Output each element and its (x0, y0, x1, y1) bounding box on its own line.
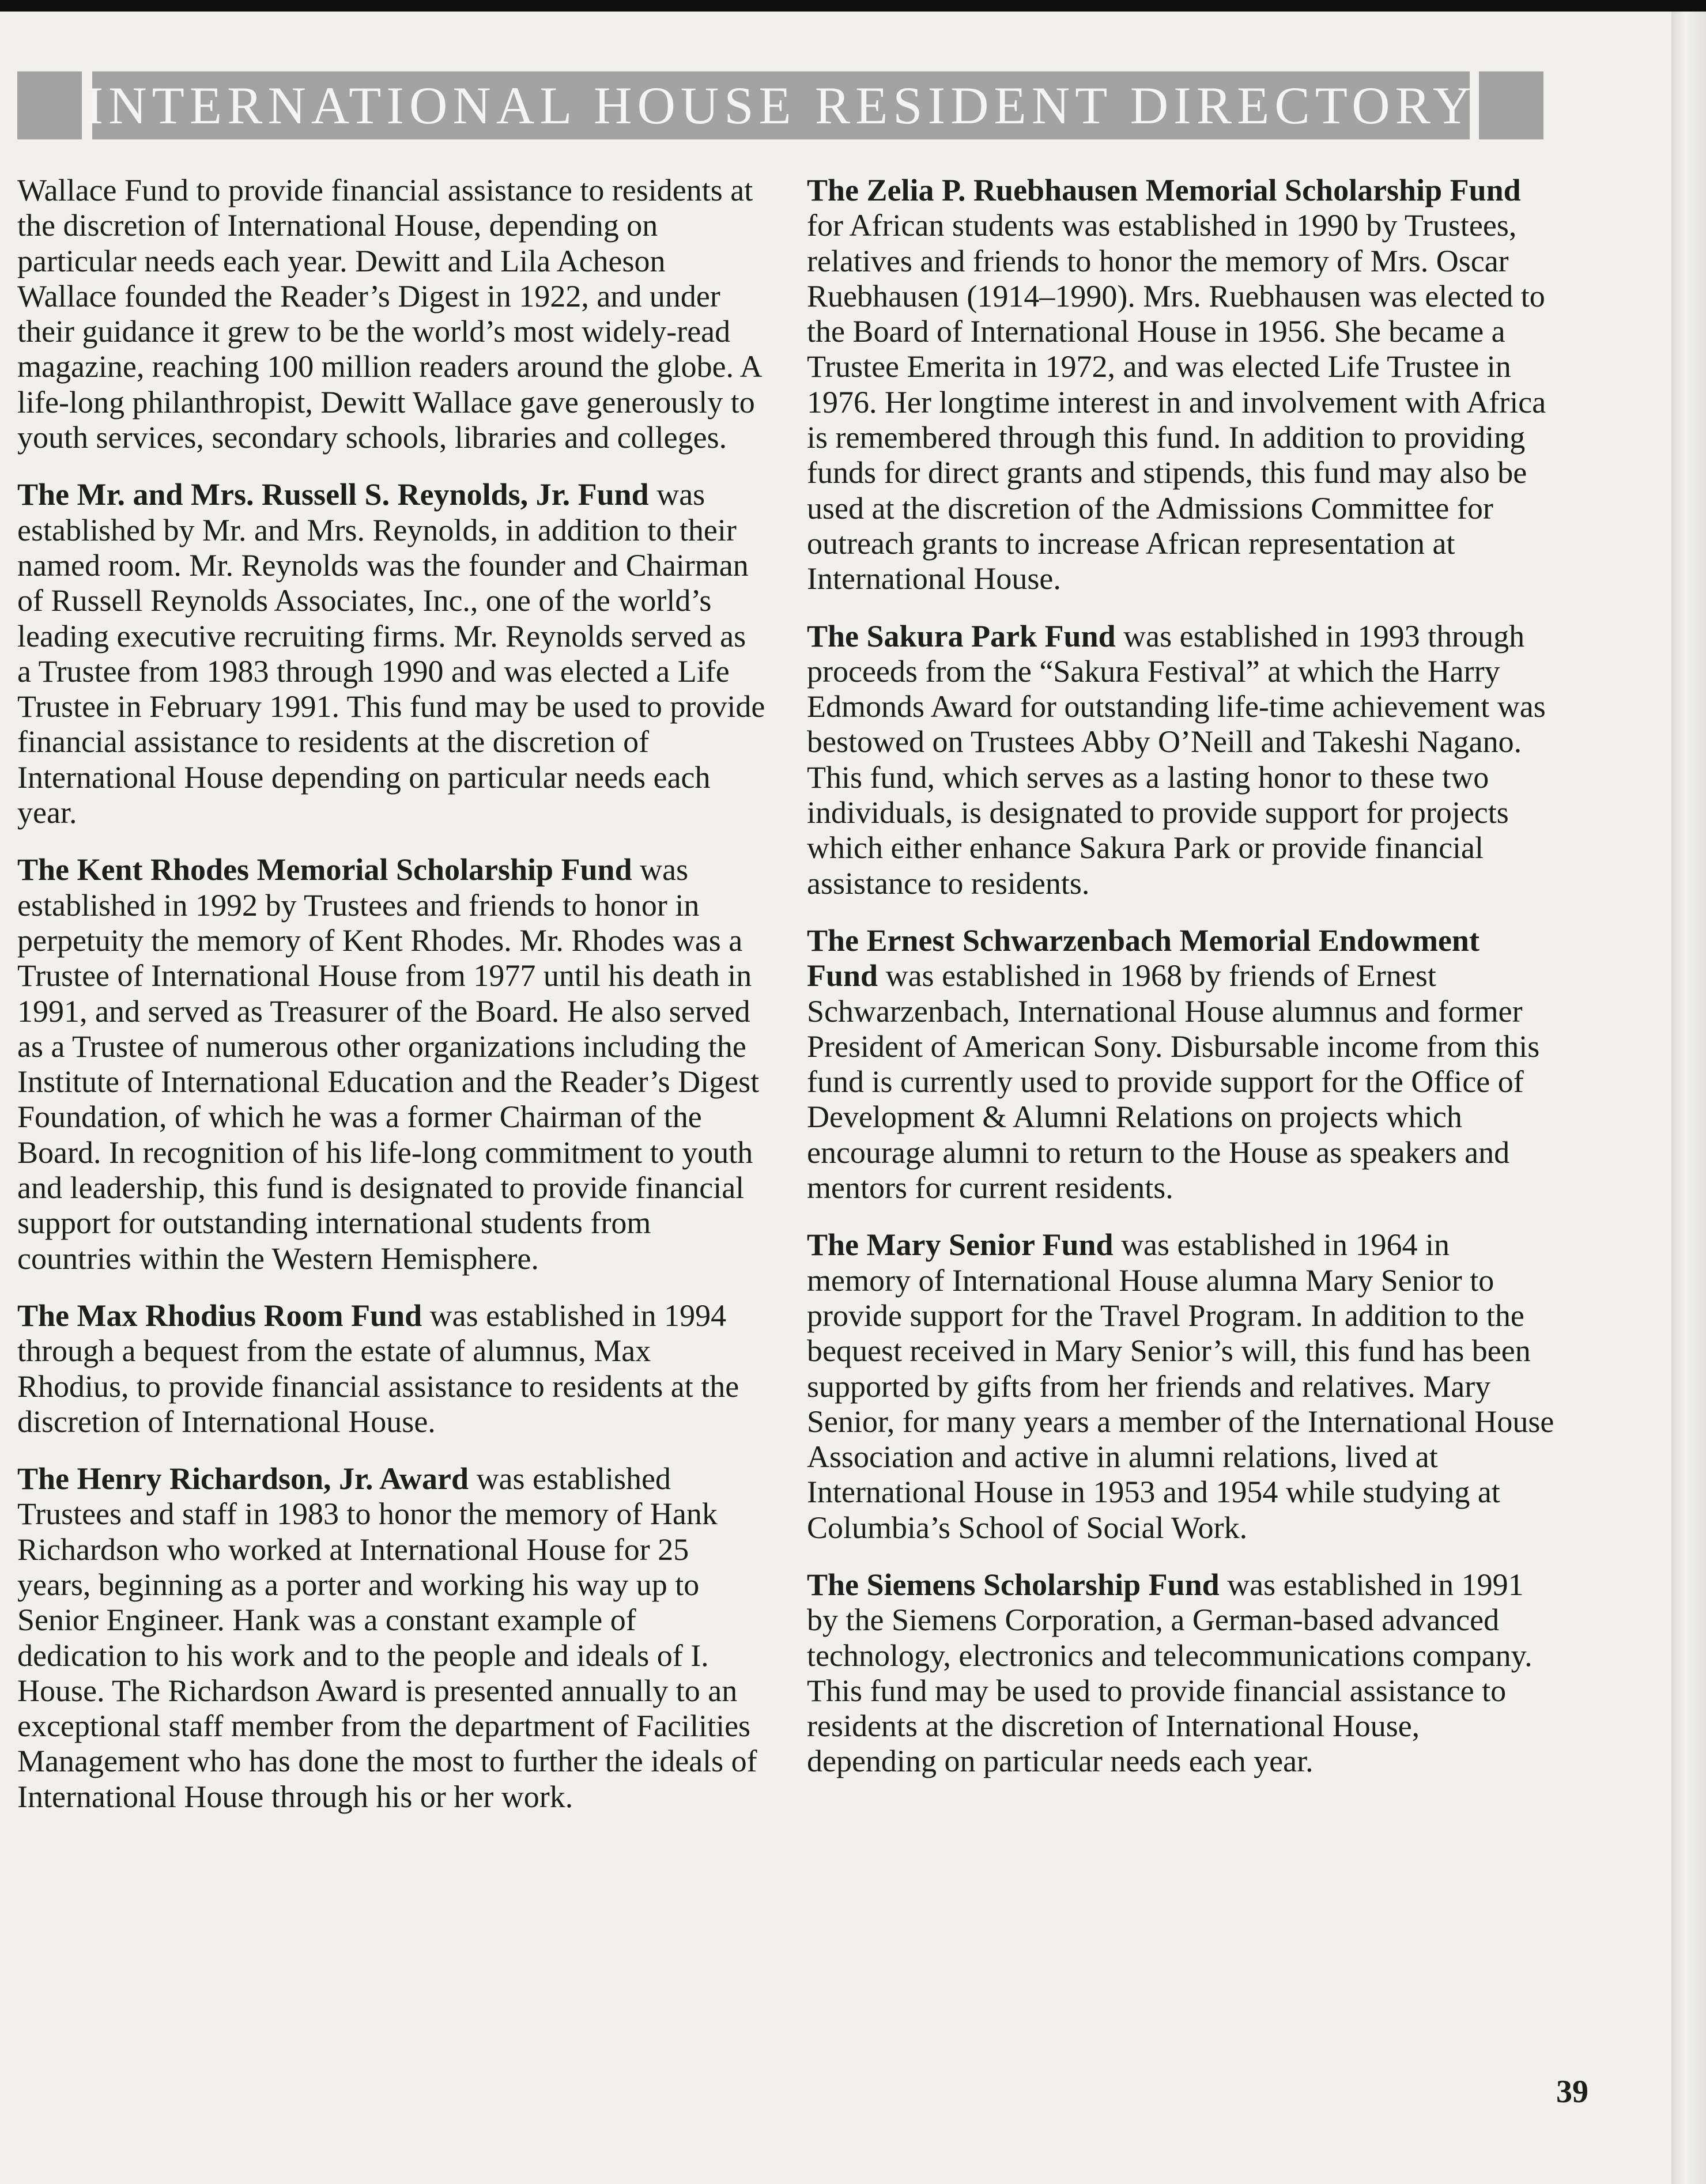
fund-description: was established by Mr. and Mrs. Reynolds, in addition to their named room. Mr. Reynolds was the founder and Chairman of Russell Reynolds Associates, Inc., one of the world’s leading executive recruiting firms. Mr. Reynolds served as a Trustee from 1983 through 1990 and was elected a Life Trustee in February 1991. This fund may be used to provide financial assistance to residents at the discretion of International House depending on particular needs each year. (17, 477, 765, 830)
fund-description: was established in 1994 through a bequest from the estate of alumnus, Max Rhodius, to provide financial assistance to residents at the discretion of International House. (17, 1298, 739, 1439)
header-bar (85, 71, 1477, 139)
header-block-left (17, 71, 82, 139)
intro-paragraph: Wallace Fund to provide financial assistance to residents at the discretion of International House, depending on particular needs each year. Dewitt and Lila Acheson Wallace founded the Reader’s Digest in 1922, and under their guidance it grew to be the world’s most widely-read magazine, reaching 100 million readers around the globe. A life-long philanthropist, Dewitt Wallace gave generously to youth services, secondary schools, libraries and colleges. (17, 173, 761, 455)
fund-description: was established in 1968 by friends of Ernest Schwarzenbach, International House alumnus and former President of American Sony. Disbursable income from this fund is currently used to provide support for the Office of Development & Alumni Relations on projects which encourage alumni to return to the House as speakers and mentors for current residents. (807, 958, 1540, 1206)
fund-name: The Mr. and Mrs. Russell S. Reynolds, Jr. Fund (17, 477, 649, 512)
fund-name: The Ernest Schwarzenbach Memorial Endowment Fund (807, 923, 1479, 993)
fund-description: was established in 1964 in memory of International House alumna Mary Senior to provide support for the Travel Program. In addition to the bequest received in Mary Senior’s will, this fund has been supported by gifts from her friends and relatives. Mary Senior, for many years a member of the International House Association and active in alumni relations, lived at International House in 1953 and 1954 while studying at Columbia’s School of Social Work. (807, 1227, 1554, 1545)
fund-description: for African students was established in 1990 by Trustees, relatives and friends to honor the memory of Mrs. Oscar Ruebhausen (1914–1990). Mrs. Ruebhausen was elected to the Board of International House in 1956. She became a Trustee Emerita in 1972, and was elected Life Trustee in 1976. Her longtime interest in and involvement with Africa is remembered through this fund. In addition to providing funds for direct grants and stipends, this fund may also be used at the discretion of the Admissions Committee for outreach grants to increase African representation at International House. (807, 208, 1546, 596)
fund-entry-rhodes (17, 852, 767, 1276)
fund-entry-ruebhausen (807, 173, 1556, 597)
fund-entry-schwarzenbach (807, 923, 1556, 1206)
fund-name: The Zelia P. Ruebhausen Memorial Scholarship Fund (807, 173, 1521, 207)
page-number: 39 (1556, 2074, 1588, 2110)
left-column (17, 173, 767, 1837)
fund-name: The Max Rhodius Room Fund (17, 1298, 422, 1333)
fund-description: was established Trustees and staff in 1983 to honor the memory of Hank Richardson who worked at International House for 25 years, beginning as a porter and working his way up to Senior Engineer. Hank was a constant example of dedication to his work and to the people and ideals of I. House. The Richardson Award is presented annually to an exceptional staff member from the department of Facilities Management who has done the most to further the ideals of International House through his or her work. (17, 1461, 757, 1814)
fund-description: was established in 1993 through proceeds from the “Sakura Festival” at which the Harry Edmonds Award for outstanding life-time achievement was bestowed on Trustees Abby O’Neill and Takeshi Nagano. This fund, which serves as a lasting honor to these two individuals, is designated to provide support for projects which either enhance Sakura Park or provide financial assistance to residents. (807, 618, 1546, 901)
fund-entry-rhodius (17, 1298, 767, 1439)
fund-name: The Siemens Scholarship Fund (807, 1567, 1220, 1602)
right-column (807, 173, 1556, 1801)
fund-entry-mary-senior (807, 1227, 1556, 1546)
scan-top-edge (0, 0, 1706, 12)
fund-entry-siemens (807, 1567, 1556, 1779)
fund-description: was established in 1991 by the Siemens Corporation, a German-based advanced technology, electronics and telecommunications company. This fund may be used to provide financial assistance to residents at the discretion of International House, depending on particular needs each year. (807, 1567, 1533, 1779)
fund-name: The Sakura Park Fund (807, 618, 1116, 653)
fund-name: The Kent Rhodes Memorial Scholarship Fund (17, 852, 632, 887)
fund-entry-reynolds (17, 477, 767, 830)
fund-name: The Henry Richardson, Jr. Award (17, 1461, 469, 1497)
page-title: INTERNATIONAL HOUSE RESIDENT DIRECTORY (85, 76, 1477, 135)
header-block-right (1479, 71, 1543, 139)
fund-entry-richardson (17, 1461, 767, 1815)
fund-description: was established in 1992 by Trustees and friends to honor in perpetuity the memory of Kent Rhodes. Mr. Rhodes was a Trustee of International House from 1977 until his death in 1991, and served as Treasurer of the Board. He also served as a Trustee of numerous other organizations including the Institute of International Education and the Reader’s Digest Foundation, of which he was a former Chairman of the Board. In recognition of his life-long commitment to youth and leadership, this fund is designated to provide financial support for outstanding international students from countries within the Western Hemisphere. (17, 852, 760, 1276)
fund-name: The Mary Senior Fund (807, 1227, 1114, 1263)
page-edge (1671, 12, 1706, 2184)
fund-entry-sakura-park (807, 619, 1556, 901)
